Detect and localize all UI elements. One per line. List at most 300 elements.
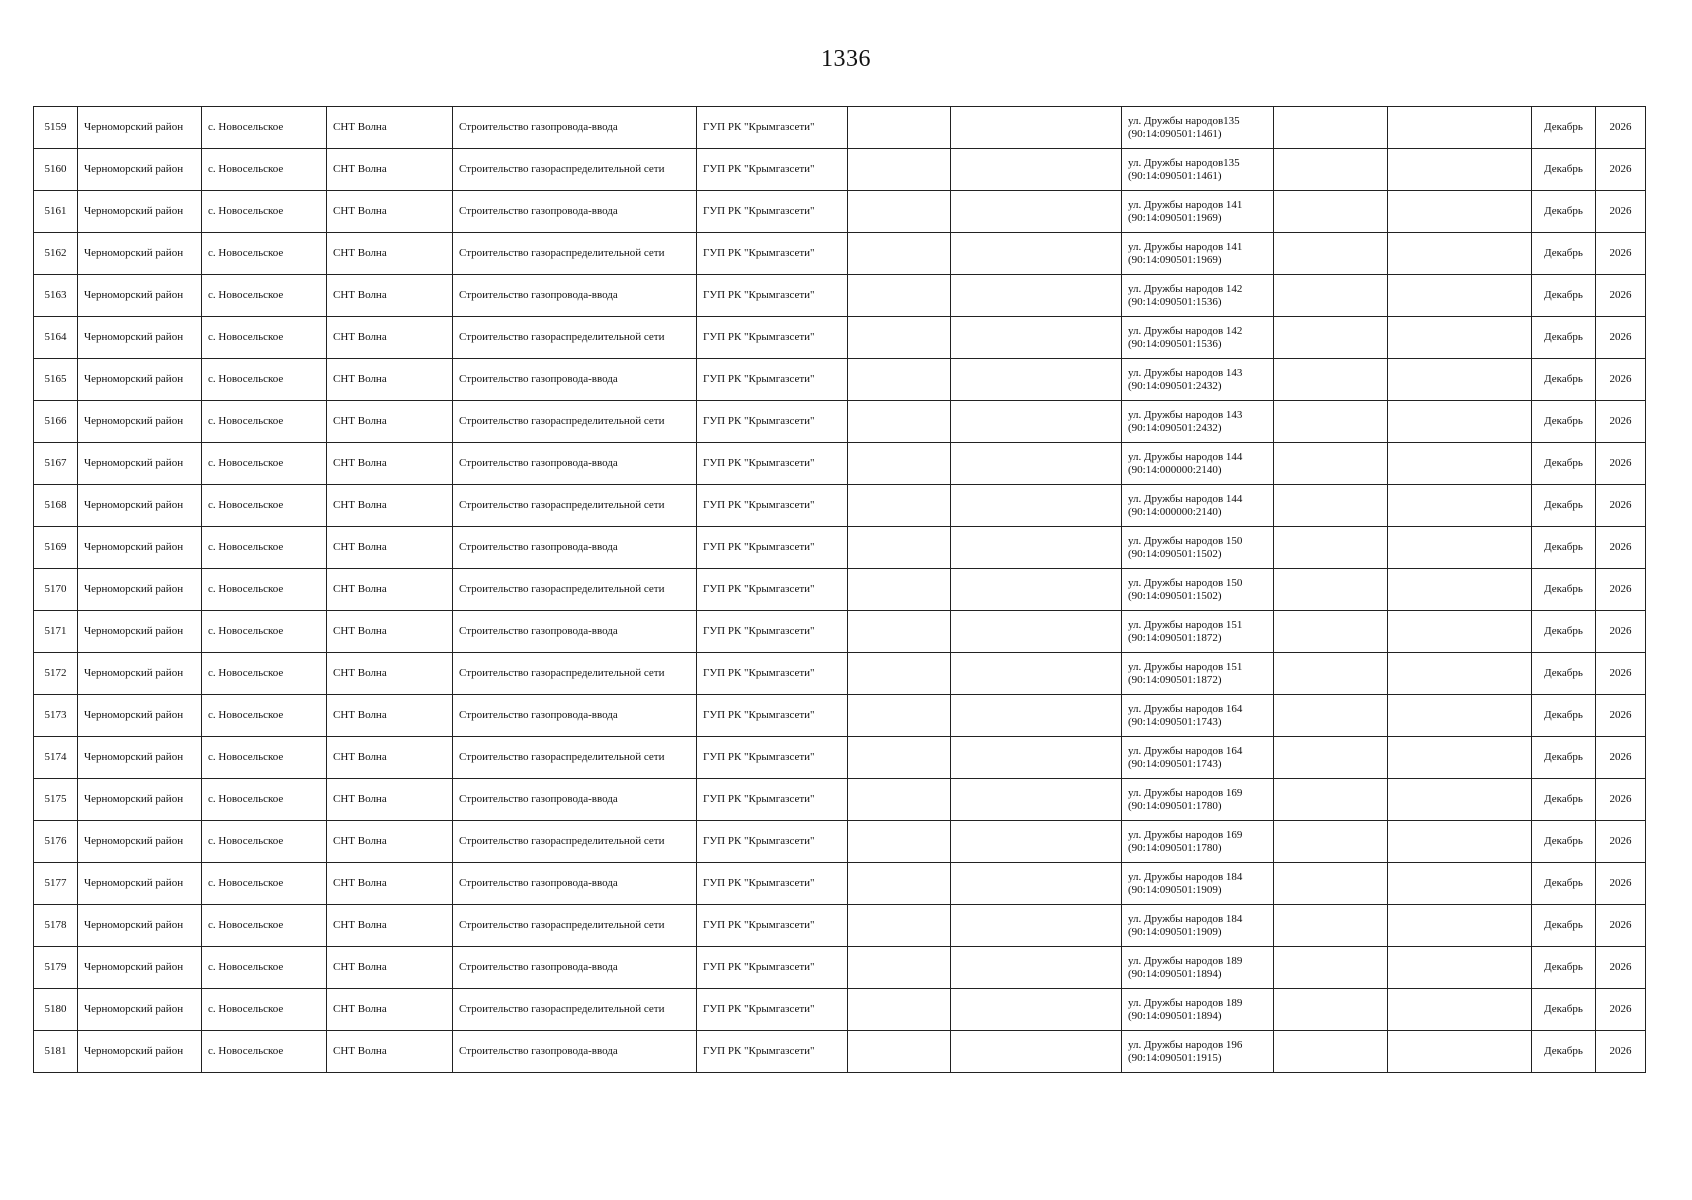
table-row [34,317,1646,359]
village-cell: с. Новосельское [202,569,327,611]
empty-cell [1388,149,1532,191]
district-cell: Черноморский район [78,485,202,527]
address-cell: ул. Дружбы народов 196 (90:14:090501:1915) [1122,1031,1274,1073]
empty-cell [951,653,1122,695]
year-cell: 2026 [1596,485,1646,527]
village-cell: с. Новосельское [202,653,327,695]
district-cell: Черноморский район [78,359,202,401]
village-cell: с. Новосельское [202,1031,327,1073]
snt-cell: СНТ Волна [327,443,453,485]
work-type-cell: Строительство газораспределительной сети [453,401,697,443]
empty-cell [951,863,1122,905]
empty-cell [848,107,951,149]
work-type-cell: Строительство газопровода-ввода [453,779,697,821]
row-number: 5175 [34,779,78,821]
work-type-cell: Строительство газопровода-ввода [453,275,697,317]
work-type-cell: Строительство газораспределительной сети [453,233,697,275]
address-cell: ул. Дружбы народов135 (90:14:090501:1461) [1122,107,1274,149]
organization-cell: ГУП РК "Крымгазсети" [697,653,848,695]
district-cell: Черноморский район [78,569,202,611]
empty-cell [1388,443,1532,485]
village-cell: с. Новосельское [202,821,327,863]
address-cell: ул. Дружбы народов 141 (90:14:090501:1969) [1122,233,1274,275]
snt-cell: СНТ Волна [327,1031,453,1073]
organization-cell: ГУП РК "Крымгазсети" [697,191,848,233]
empty-cell [848,779,951,821]
empty-cell [1274,485,1388,527]
row-number: 5164 [34,317,78,359]
row-number: 5181 [34,1031,78,1073]
district-cell: Черноморский район [78,401,202,443]
work-type-cell: Строительство газопровода-ввода [453,191,697,233]
year-cell: 2026 [1596,443,1646,485]
empty-cell [848,653,951,695]
village-cell: с. Новосельское [202,905,327,947]
month-cell: Декабрь [1532,569,1596,611]
organization-cell: ГУП РК "Крымгазсети" [697,611,848,653]
empty-cell [951,905,1122,947]
empty-cell [1274,443,1388,485]
district-cell: Черноморский район [78,863,202,905]
organization-cell: ГУП РК "Крымгазсети" [697,149,848,191]
snt-cell: СНТ Волна [327,527,453,569]
row-number: 5166 [34,401,78,443]
snt-cell: СНТ Волна [327,275,453,317]
empty-cell [1274,275,1388,317]
empty-cell [1274,569,1388,611]
village-cell: с. Новосельское [202,695,327,737]
organization-cell: ГУП РК "Крымгазсети" [697,527,848,569]
snt-cell: СНТ Волна [327,905,453,947]
empty-cell [848,317,951,359]
address-cell: ул. Дружбы народов 141 (90:14:090501:1969) [1122,191,1274,233]
organization-cell: ГУП РК "Крымгазсети" [697,863,848,905]
district-cell: Черноморский район [78,821,202,863]
year-cell: 2026 [1596,527,1646,569]
empty-cell [848,821,951,863]
year-cell: 2026 [1596,233,1646,275]
year-cell: 2026 [1596,275,1646,317]
month-cell: Декабрь [1532,905,1596,947]
snt-cell: СНТ Волна [327,947,453,989]
empty-cell [848,401,951,443]
organization-cell: ГУП РК "Крымгазсети" [697,989,848,1031]
work-type-cell: Строительство газопровода-ввода [453,443,697,485]
empty-cell [1274,359,1388,401]
row-number: 5159 [34,107,78,149]
snt-cell: СНТ Волна [327,233,453,275]
village-cell: с. Новосельское [202,233,327,275]
snt-cell: СНТ Волна [327,317,453,359]
address-cell: ул. Дружбы народов 169 (90:14:090501:1780) [1122,821,1274,863]
table-row [34,443,1646,485]
village-cell: с. Новосельское [202,485,327,527]
row-number: 5163 [34,275,78,317]
row-number: 5169 [34,527,78,569]
registry-rows [34,107,1646,1073]
organization-cell: ГУП РК "Крымгазсети" [697,485,848,527]
empty-cell [1388,821,1532,863]
empty-cell [848,611,951,653]
year-cell: 2026 [1596,611,1646,653]
table-row [34,695,1646,737]
address-cell: ул. Дружбы народов135 (90:14:090501:1461) [1122,149,1274,191]
empty-cell [1388,275,1532,317]
work-type-cell: Строительство газораспределительной сети [453,989,697,1031]
organization-cell: ГУП РК "Крымгазсети" [697,695,848,737]
organization-cell: ГУП РК "Крымгазсети" [697,905,848,947]
year-cell: 2026 [1596,989,1646,1031]
month-cell: Декабрь [1532,275,1596,317]
empty-cell [848,947,951,989]
empty-cell [1388,653,1532,695]
empty-cell [1388,737,1532,779]
empty-cell [848,695,951,737]
snt-cell: СНТ Волна [327,863,453,905]
empty-cell [1388,527,1532,569]
month-cell: Декабрь [1532,107,1596,149]
table-row [34,107,1646,149]
table-row [34,359,1646,401]
address-cell: ул. Дружбы народов 189 (90:14:090501:1894) [1122,989,1274,1031]
month-cell: Декабрь [1532,233,1596,275]
empty-cell [848,149,951,191]
empty-cell [1274,401,1388,443]
empty-cell [951,695,1122,737]
empty-cell [1274,821,1388,863]
address-cell: ул. Дружбы народов 164 (90:14:090501:1743) [1122,737,1274,779]
work-type-cell: Строительство газораспределительной сети [453,737,697,779]
empty-cell [1274,191,1388,233]
empty-cell [951,527,1122,569]
organization-cell: ГУП РК "Крымгазсети" [697,947,848,989]
year-cell: 2026 [1596,653,1646,695]
empty-cell [951,485,1122,527]
snt-cell: СНТ Волна [327,359,453,401]
work-type-cell: Строительство газопровода-ввода [453,107,697,149]
empty-cell [951,275,1122,317]
table-row [34,1031,1646,1073]
work-type-cell: Строительство газораспределительной сети [453,569,697,611]
year-cell: 2026 [1596,191,1646,233]
empty-cell [1274,695,1388,737]
snt-cell: СНТ Волна [327,737,453,779]
district-cell: Черноморский район [78,443,202,485]
empty-cell [848,569,951,611]
row-number: 5162 [34,233,78,275]
snt-cell: СНТ Волна [327,821,453,863]
row-number: 5171 [34,611,78,653]
address-cell: ул. Дружбы народов 189 (90:14:090501:1894) [1122,947,1274,989]
address-cell: ул. Дружбы народов 144 (90:14:000000:2140) [1122,443,1274,485]
organization-cell: ГУП РК "Крымгазсети" [697,401,848,443]
empty-cell [951,989,1122,1031]
row-number: 5179 [34,947,78,989]
empty-cell [1274,653,1388,695]
district-cell: Черноморский район [78,653,202,695]
district-cell: Черноморский район [78,905,202,947]
village-cell: с. Новосельское [202,359,327,401]
work-type-cell: Строительство газопровода-ввода [453,947,697,989]
row-number: 5170 [34,569,78,611]
month-cell: Декабрь [1532,191,1596,233]
work-type-cell: Строительство газораспределительной сети [453,317,697,359]
month-cell: Декабрь [1532,527,1596,569]
month-cell: Декабрь [1532,611,1596,653]
empty-cell [1388,401,1532,443]
row-number: 5178 [34,905,78,947]
village-cell: с. Новосельское [202,737,327,779]
empty-cell [1274,611,1388,653]
snt-cell: СНТ Волна [327,191,453,233]
address-cell: ул. Дружбы народов 150 (90:14:090501:1502) [1122,527,1274,569]
address-cell: ул. Дружбы народов 143 (90:14:090501:2432) [1122,359,1274,401]
table-row [34,527,1646,569]
village-cell: с. Новосельское [202,191,327,233]
empty-cell [848,485,951,527]
empty-cell [1274,863,1388,905]
address-cell: ул. Дружбы народов 143 (90:14:090501:2432) [1122,401,1274,443]
empty-cell [848,863,951,905]
organization-cell: ГУП РК "Крымгазсети" [697,359,848,401]
village-cell: с. Новосельское [202,947,327,989]
village-cell: с. Новосельское [202,401,327,443]
empty-cell [951,443,1122,485]
row-number: 5172 [34,653,78,695]
district-cell: Черноморский район [78,695,202,737]
month-cell: Декабрь [1532,485,1596,527]
empty-cell [951,149,1122,191]
empty-cell [1388,1031,1532,1073]
snt-cell: СНТ Волна [327,989,453,1031]
work-type-cell: Строительство газораспределительной сети [453,485,697,527]
empty-cell [1388,317,1532,359]
snt-cell: СНТ Волна [327,107,453,149]
organization-cell: ГУП РК "Крымгазсети" [697,233,848,275]
month-cell: Декабрь [1532,1031,1596,1073]
month-cell: Декабрь [1532,149,1596,191]
district-cell: Черноморский район [78,107,202,149]
address-cell: ул. Дружбы народов 150 (90:14:090501:1502) [1122,569,1274,611]
table-row [34,905,1646,947]
work-type-cell: Строительство газопровода-ввода [453,863,697,905]
address-cell: ул. Дружбы народов 144 (90:14:000000:2140) [1122,485,1274,527]
empty-cell [951,401,1122,443]
address-cell: ул. Дружбы народов 184 (90:14:090501:1909) [1122,863,1274,905]
month-cell: Декабрь [1532,317,1596,359]
empty-cell [1274,149,1388,191]
address-cell: ул. Дружбы народов 142 (90:14:090501:1536) [1122,275,1274,317]
snt-cell: СНТ Волна [327,653,453,695]
work-type-cell: Строительство газораспределительной сети [453,905,697,947]
month-cell: Декабрь [1532,779,1596,821]
empty-cell [1388,485,1532,527]
year-cell: 2026 [1596,1031,1646,1073]
row-number: 5161 [34,191,78,233]
table-row [34,569,1646,611]
empty-cell [1388,191,1532,233]
table-row [34,611,1646,653]
work-type-cell: Строительство газопровода-ввода [453,359,697,401]
district-cell: Черноморский район [78,779,202,821]
work-type-cell: Строительство газопровода-ввода [453,695,697,737]
empty-cell [951,947,1122,989]
district-cell: Черноморский район [78,989,202,1031]
row-number: 5168 [34,485,78,527]
district-cell: Черноморский район [78,527,202,569]
empty-cell [1274,989,1388,1031]
empty-cell [951,569,1122,611]
empty-cell [1388,611,1532,653]
empty-cell [951,737,1122,779]
work-type-cell: Строительство газораспределительной сети [453,821,697,863]
village-cell: с. Новосельское [202,779,327,821]
empty-cell [951,611,1122,653]
empty-cell [848,443,951,485]
empty-cell [848,737,951,779]
village-cell: с. Новосельское [202,863,327,905]
empty-cell [1388,947,1532,989]
year-cell: 2026 [1596,737,1646,779]
year-cell: 2026 [1596,821,1646,863]
table-row [34,485,1646,527]
empty-cell [951,359,1122,401]
address-cell: ул. Дружбы народов 164 (90:14:090501:1743) [1122,695,1274,737]
village-cell: с. Новосельское [202,275,327,317]
address-cell: ул. Дружбы народов 184 (90:14:090501:1909) [1122,905,1274,947]
organization-cell: ГУП РК "Крымгазсети" [697,317,848,359]
row-number: 5160 [34,149,78,191]
year-cell: 2026 [1596,149,1646,191]
work-type-cell: Строительство газопровода-ввода [453,1031,697,1073]
empty-cell [1388,779,1532,821]
district-cell: Черноморский район [78,1031,202,1073]
empty-cell [951,191,1122,233]
table-row [34,149,1646,191]
table-row [34,653,1646,695]
empty-cell [1274,107,1388,149]
address-cell: ул. Дружбы народов 169 (90:14:090501:1780) [1122,779,1274,821]
village-cell: с. Новосельское [202,527,327,569]
work-type-cell: Строительство газопровода-ввода [453,527,697,569]
empty-cell [1274,905,1388,947]
empty-cell [848,1031,951,1073]
empty-cell [951,317,1122,359]
address-cell: ул. Дружбы народов 151 (90:14:090501:1872) [1122,653,1274,695]
empty-cell [1388,695,1532,737]
district-cell: Черноморский район [78,233,202,275]
row-number: 5176 [34,821,78,863]
month-cell: Декабрь [1532,989,1596,1031]
empty-cell [848,905,951,947]
village-cell: с. Новосельское [202,443,327,485]
table-row [34,401,1646,443]
empty-cell [1388,359,1532,401]
month-cell: Декабрь [1532,401,1596,443]
row-number: 5177 [34,863,78,905]
organization-cell: ГУП РК "Крымгазсети" [697,443,848,485]
year-cell: 2026 [1596,863,1646,905]
month-cell: Декабрь [1532,821,1596,863]
year-cell: 2026 [1596,359,1646,401]
empty-cell [1388,863,1532,905]
empty-cell [1274,947,1388,989]
month-cell: Декабрь [1532,653,1596,695]
year-cell: 2026 [1596,905,1646,947]
snt-cell: СНТ Волна [327,611,453,653]
organization-cell: ГУП РК "Крымгазсети" [697,737,848,779]
year-cell: 2026 [1596,779,1646,821]
empty-cell [1274,317,1388,359]
month-cell: Декабрь [1532,443,1596,485]
snt-cell: СНТ Волна [327,779,453,821]
empty-cell [1388,107,1532,149]
month-cell: Декабрь [1532,863,1596,905]
district-cell: Черноморский район [78,149,202,191]
district-cell: Черноморский район [78,737,202,779]
year-cell: 2026 [1596,401,1646,443]
empty-cell [1274,527,1388,569]
village-cell: с. Новосельское [202,611,327,653]
work-type-cell: Строительство газопровода-ввода [453,611,697,653]
table-row [34,191,1646,233]
table-row [34,989,1646,1031]
year-cell: 2026 [1596,317,1646,359]
page-number: 1336 [821,46,871,72]
snt-cell: СНТ Волна [327,149,453,191]
empty-cell [848,275,951,317]
empty-cell [1388,905,1532,947]
month-cell: Декабрь [1532,947,1596,989]
organization-cell: ГУП РК "Крымгазсети" [697,107,848,149]
empty-cell [848,989,951,1031]
empty-cell [1274,233,1388,275]
empty-cell [951,821,1122,863]
row-number: 5165 [34,359,78,401]
district-cell: Черноморский район [78,191,202,233]
snt-cell: СНТ Волна [327,401,453,443]
organization-cell: ГУП РК "Крымгазсети" [697,779,848,821]
snt-cell: СНТ Волна [327,695,453,737]
district-cell: Черноморский район [78,611,202,653]
organization-cell: ГУП РК "Крымгазсети" [697,821,848,863]
row-number: 5174 [34,737,78,779]
table-row [34,779,1646,821]
empty-cell [848,233,951,275]
empty-cell [1388,569,1532,611]
table-row [34,737,1646,779]
year-cell: 2026 [1596,107,1646,149]
work-type-cell: Строительство газораспределительной сети [453,149,697,191]
table-row [34,233,1646,275]
village-cell: с. Новосельское [202,149,327,191]
registry-table [33,106,1646,1073]
empty-cell [951,779,1122,821]
empty-cell [1274,737,1388,779]
village-cell: с. Новосельское [202,317,327,359]
row-number: 5173 [34,695,78,737]
district-cell: Черноморский район [78,275,202,317]
empty-cell [1388,989,1532,1031]
address-cell: ул. Дружбы народов 151 (90:14:090501:1872) [1122,611,1274,653]
row-number: 5167 [34,443,78,485]
month-cell: Декабрь [1532,359,1596,401]
year-cell: 2026 [1596,695,1646,737]
month-cell: Декабрь [1532,695,1596,737]
month-cell: Декабрь [1532,737,1596,779]
work-type-cell: Строительство газораспределительной сети [453,653,697,695]
snt-cell: СНТ Волна [327,485,453,527]
